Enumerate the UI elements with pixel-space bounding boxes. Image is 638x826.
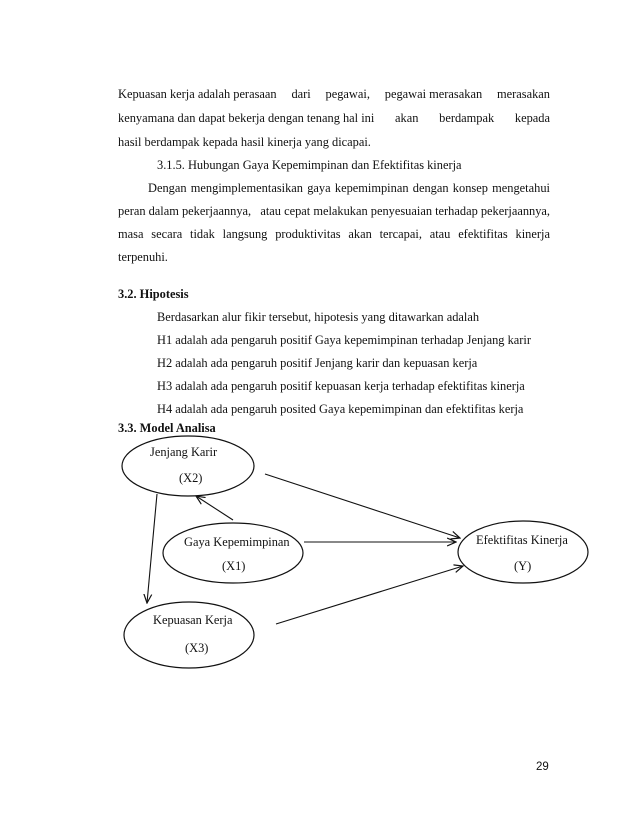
word: atau cepat melakukan penyesuaian terhadap pekerjaannya, bbox=[260, 204, 550, 218]
para2-line4: terpenuhi. bbox=[118, 250, 168, 264]
word: masa bbox=[118, 227, 144, 241]
hipotesis-item: H4 adalah ada pengaruh posited Gaya kepemimpinan dan efektifitas kerja bbox=[157, 402, 524, 416]
node-x2-label: Jenjang Karir bbox=[150, 445, 218, 459]
word: dari bbox=[291, 87, 311, 101]
hipotesis-item: H2 adalah ada pengaruh positif Jenjang karir dan kepuasan kerja bbox=[157, 356, 478, 370]
word: langsung bbox=[222, 227, 268, 241]
node-x1-ellipse bbox=[163, 523, 303, 583]
word: dengan bbox=[412, 181, 449, 195]
node-y-code: (Y) bbox=[514, 559, 532, 573]
para1-line3: hasil berdampak kepada hasil kinerja yang dicapai. bbox=[118, 135, 371, 149]
word: kepada bbox=[514, 111, 550, 125]
word: atau bbox=[429, 227, 451, 241]
word: kenyamana dan dapat bekerja dengan tenang hal ini bbox=[118, 111, 375, 125]
hipotesis-intro: Berdasarkan alur fikir tersebut, hipotesis yang ditawarkan adalah bbox=[157, 310, 480, 324]
node-x3-label: Kepuasan Kerja bbox=[153, 613, 233, 627]
word: produktivitas bbox=[275, 227, 341, 241]
word: kepemimpinan bbox=[334, 181, 409, 195]
section-hipotesis-title: 3.2. Hipotesis bbox=[118, 287, 189, 301]
word: peran dalam pekerjaannya, bbox=[118, 204, 252, 218]
word: pegawai merasakan bbox=[384, 87, 483, 101]
edge-x3-y bbox=[276, 566, 463, 624]
hipotesis-item: H1 adalah ada pengaruh positif Gaya kepemimpinan terhadap Jenjang karir bbox=[157, 333, 531, 347]
section-model-title: 3.3. Model Analisa bbox=[118, 421, 216, 435]
node-y-label: Efektifitas Kinerja bbox=[476, 533, 568, 547]
page-number: 29 bbox=[536, 761, 549, 773]
node-y-ellipse bbox=[458, 521, 588, 583]
hipotesis-item: H3 adalah ada pengaruh positif kepuasan kerja terhadap efektifitas kinerja bbox=[157, 379, 525, 393]
node-x3-code: (X3) bbox=[185, 641, 209, 655]
word: akan bbox=[348, 227, 372, 241]
word: Dengan bbox=[148, 181, 187, 195]
word: Kepuasan kerja adalah perasaan bbox=[118, 87, 277, 101]
word: efektifitas bbox=[458, 227, 508, 241]
word: mengetahui bbox=[492, 181, 550, 195]
edge-x2-y bbox=[265, 474, 460, 538]
word: berdampak bbox=[439, 111, 495, 125]
sub-heading: 3.1.5. Hubungan Gaya Kepemimpinan dan Efektifitas kinerja bbox=[157, 158, 462, 172]
node-x1-label: Gaya Kepemimpinan bbox=[184, 535, 290, 549]
edge-x2-x3 bbox=[147, 494, 157, 603]
node-x3-ellipse bbox=[124, 602, 254, 668]
word: gaya bbox=[307, 181, 331, 195]
word: merasakan bbox=[496, 87, 550, 101]
word: konsep bbox=[452, 181, 488, 195]
word: tidak bbox=[190, 227, 215, 241]
word: pegawai, bbox=[325, 87, 370, 101]
word: mengimplementasikan bbox=[190, 181, 303, 195]
word: kinerja bbox=[515, 227, 550, 241]
word: akan bbox=[395, 111, 419, 125]
word: tercapai, bbox=[379, 227, 422, 241]
node-x2-code: (X2) bbox=[179, 471, 203, 485]
edge-x1-x2 bbox=[196, 496, 233, 520]
word: secara bbox=[151, 227, 183, 241]
node-x1-code: (X1) bbox=[222, 559, 246, 573]
